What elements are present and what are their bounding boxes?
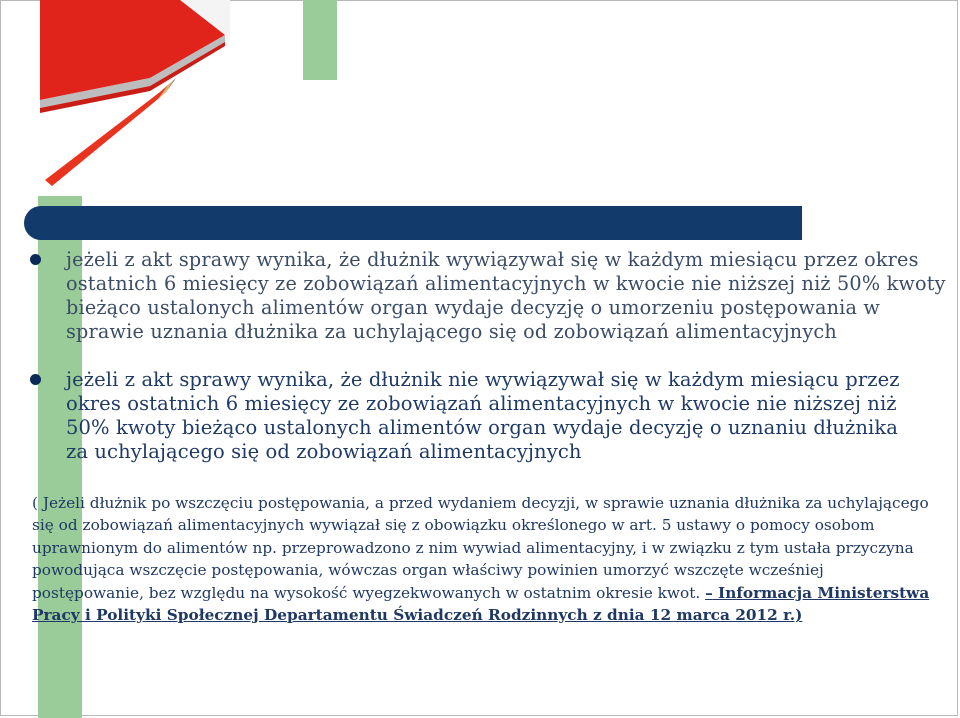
note-paragraph xyxy=(32,492,932,626)
bullet-text-2: jeżeli z akt sprawy wynika, że dłużnik nie wywiązywał się w każdym miesiącu przez okres ostatnich 6 miesięcy ze zobowiązań alimentacyjnych w kwocie nie niższej niż 50% kwoty bieżąco ustalonych alimentów organ wydaje decyzję o uznaniu dłużnika za uchylającego się od zobowiązań alimentacyjnych xyxy=(66,368,900,463)
book-and-pencil-image xyxy=(40,0,230,190)
note-source: Informacja Ministerstwa Pracy i Polityki Społecznej Departamentu Świadczeń Rodzinnych z dnia 12 marca 2012 r.) xyxy=(32,583,930,625)
bullet-dot xyxy=(30,374,41,385)
bullet-text-1: jeżeli z akt sprawy wynika, że dłużnik wywiązywał się w każdym miesiącu przez okres ostatnich 6 miesięcy ze zobowiązań alimentacyjnych w kwocie nie niższej niż 50% kwoty bieżąco ustalonych alimentów organ wydaje decyzję o umorzeniu postępowania w sprawie uznania dłużnika za uchylającego się od zobowiązań alimentacyjnych xyxy=(66,248,946,343)
slide-header-bar xyxy=(24,206,802,240)
note-dash: – xyxy=(705,583,713,602)
green-accent-bar-top xyxy=(303,0,337,80)
note-text: ( Jeżeli dłużnik po wszczęciu postępowania, a przed wydaniem decyzji, w sprawie uznania dłużnika za uchylającego się od zobowiązań alimentacyjnych wywiązał się z obowiązku określonego w art. 5 ustawy o pomocy osobom uprawnionym do alimentów np. przeprowadzono z nim wywiad alimentacyjny, i w związku z tym ustała przyczyna powodująca wszczęcie postępowania, wówczas organ właściwy powinien umorzyć wszczęte wcześniej postępowanie, bez względu na wysokość wyegzekwowanych w ostatnim okresie kwot. xyxy=(32,494,929,602)
bullet-dot xyxy=(30,254,41,265)
